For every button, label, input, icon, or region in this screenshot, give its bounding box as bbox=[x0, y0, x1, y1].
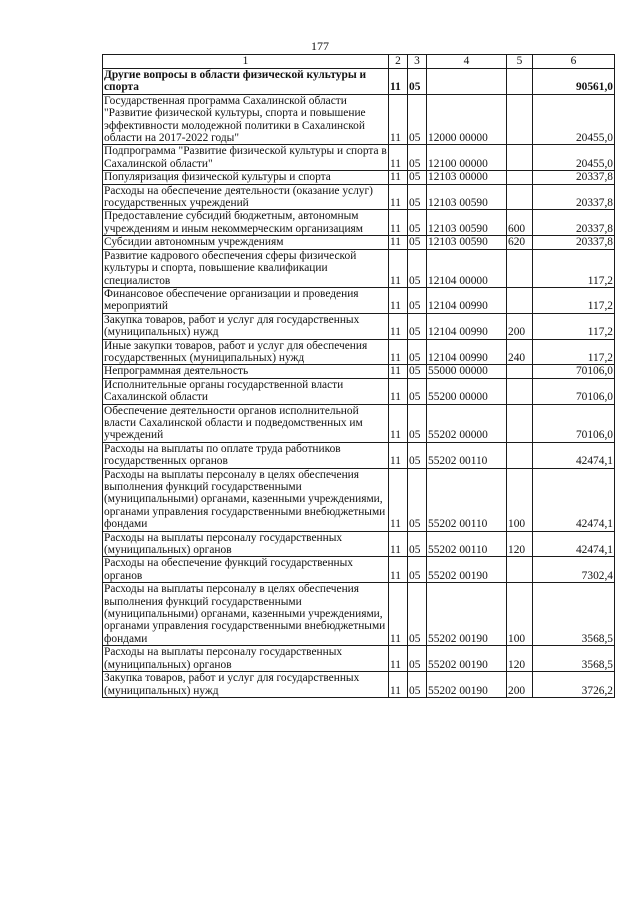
section-code-cell: 11 bbox=[389, 442, 408, 468]
target-article-cell: 55202 00190 bbox=[427, 672, 507, 698]
row-name-cell: Расходы на обеспечение деятельности (оказание услуг) государственных учреждений bbox=[103, 184, 389, 210]
target-article-cell: 12000 00000 bbox=[427, 94, 507, 145]
target-article-cell: 12104 00990 bbox=[427, 287, 507, 313]
expense-type-cell bbox=[507, 557, 533, 583]
row-name-cell: Популяризация физической культуры и спорта bbox=[103, 171, 389, 184]
row-name-cell: Закупка товаров, работ и услуг для государственных (муниципальных) нужд bbox=[103, 313, 389, 339]
table-row bbox=[103, 210, 615, 236]
expense-type-cell bbox=[507, 442, 533, 468]
row-name-cell: Расходы на обеспечение функций государственных органов bbox=[103, 557, 389, 583]
expense-type-cell bbox=[507, 404, 533, 442]
target-article-cell: 55202 00190 bbox=[427, 557, 507, 583]
subsection-code-cell: 05 bbox=[408, 69, 427, 95]
subsection-code-cell: 05 bbox=[408, 236, 427, 249]
column-header: 3 bbox=[408, 55, 427, 69]
column-header: 4 bbox=[427, 55, 507, 69]
amount-cell: 20337,8 bbox=[533, 210, 615, 236]
table-row bbox=[103, 287, 615, 313]
row-name-cell: Развитие кадрового обеспечения сферы физической культуры и спорта, повышение квалификации специалистов bbox=[103, 249, 389, 287]
subsection-code-cell: 05 bbox=[408, 313, 427, 339]
section-code-cell: 11 bbox=[389, 404, 408, 442]
section-code-cell: 11 bbox=[389, 69, 408, 95]
row-name-cell: Расходы на выплаты персоналу в целях обеспечения выполнения функций государственными (муниципальными) органами, казенными учреждениями, органами управления государственными внебюджетными фондами bbox=[103, 468, 389, 531]
section-code-cell: 11 bbox=[389, 236, 408, 249]
section-code-cell: 11 bbox=[389, 646, 408, 672]
row-name-cell: Закупка товаров, работ и услуг для государственных (муниципальных) нужд bbox=[103, 672, 389, 698]
subsection-code-cell: 05 bbox=[408, 365, 427, 378]
section-code-cell: 11 bbox=[389, 210, 408, 236]
subsection-code-cell: 05 bbox=[408, 404, 427, 442]
subsection-code-cell: 05 bbox=[408, 210, 427, 236]
table-row bbox=[103, 583, 615, 646]
expense-type-cell: 120 bbox=[507, 531, 533, 557]
amount-cell: 42474,1 bbox=[533, 442, 615, 468]
section-code-cell: 11 bbox=[389, 531, 408, 557]
expense-type-cell bbox=[507, 378, 533, 404]
subsection-code-cell: 05 bbox=[408, 171, 427, 184]
amount-cell: 70106,0 bbox=[533, 365, 615, 378]
amount-cell: 20455,0 bbox=[533, 145, 615, 171]
table-row bbox=[103, 249, 615, 287]
expense-type-cell: 100 bbox=[507, 583, 533, 646]
page-number: 177 bbox=[311, 39, 329, 53]
amount-cell: 117,2 bbox=[533, 313, 615, 339]
target-article-cell: 12104 00000 bbox=[427, 249, 507, 287]
section-code-cell: 11 bbox=[389, 583, 408, 646]
row-name-cell: Исполнительные органы государственной власти Сахалинской области bbox=[103, 378, 389, 404]
target-article-cell: 12100 00000 bbox=[427, 145, 507, 171]
expense-type-cell: 100 bbox=[507, 468, 533, 531]
amount-cell: 20337,8 bbox=[533, 184, 615, 210]
target-article-cell: 12103 00590 bbox=[427, 210, 507, 236]
row-name-cell: Расходы на выплаты персоналу в целях обеспечения выполнения функций государственными (муниципальными) органами, казенными учреждениями, органами управления государственными внебюджетными фондами bbox=[103, 583, 389, 646]
row-name-cell: Другие вопросы в области физической культуры и спорта bbox=[103, 69, 389, 95]
subsection-code-cell: 05 bbox=[408, 468, 427, 531]
target-article-cell: 55200 00000 bbox=[427, 378, 507, 404]
expense-type-cell bbox=[507, 171, 533, 184]
table-row bbox=[103, 404, 615, 442]
expense-type-cell: 620 bbox=[507, 236, 533, 249]
target-article-cell: 12103 00590 bbox=[427, 236, 507, 249]
amount-cell: 42474,1 bbox=[533, 468, 615, 531]
expense-type-cell: 200 bbox=[507, 313, 533, 339]
amount-cell: 117,2 bbox=[533, 339, 615, 365]
subsection-code-cell: 05 bbox=[408, 249, 427, 287]
expense-type-cell bbox=[507, 365, 533, 378]
amount-cell: 117,2 bbox=[533, 287, 615, 313]
target-article-cell: 55202 00110 bbox=[427, 468, 507, 531]
row-name-cell: Расходы на выплаты персоналу государственных (муниципальных) органов bbox=[103, 646, 389, 672]
subsection-code-cell: 05 bbox=[408, 145, 427, 171]
table-row bbox=[103, 184, 615, 210]
target-article-cell: 55202 00110 bbox=[427, 442, 507, 468]
subsection-code-cell: 05 bbox=[408, 442, 427, 468]
target-article-cell: 12104 00990 bbox=[427, 313, 507, 339]
table-row bbox=[103, 171, 615, 184]
column-header: 2 bbox=[389, 55, 408, 69]
table-row bbox=[103, 339, 615, 365]
target-article-cell: 12103 00590 bbox=[427, 184, 507, 210]
subsection-code-cell: 05 bbox=[408, 94, 427, 145]
target-article-cell: 55202 00190 bbox=[427, 646, 507, 672]
table-row bbox=[103, 672, 615, 698]
section-code-cell: 11 bbox=[389, 287, 408, 313]
subsection-code-cell: 05 bbox=[408, 583, 427, 646]
subsection-code-cell: 05 bbox=[408, 184, 427, 210]
amount-cell: 3726,2 bbox=[533, 672, 615, 698]
expense-type-cell bbox=[507, 94, 533, 145]
table-row bbox=[103, 531, 615, 557]
target-article-cell: 55000 00000 bbox=[427, 365, 507, 378]
section-code-cell: 11 bbox=[389, 94, 408, 145]
section-code-cell: 11 bbox=[389, 249, 408, 287]
section-code-cell: 11 bbox=[389, 672, 408, 698]
section-code-cell: 11 bbox=[389, 171, 408, 184]
table-row bbox=[103, 557, 615, 583]
subsection-code-cell: 05 bbox=[408, 557, 427, 583]
subsection-code-cell: 05 bbox=[408, 531, 427, 557]
amount-cell: 70106,0 bbox=[533, 404, 615, 442]
amount-cell: 20455,0 bbox=[533, 94, 615, 145]
expense-type-cell bbox=[507, 145, 533, 171]
amount-cell: 7302,4 bbox=[533, 557, 615, 583]
amount-cell: 20337,8 bbox=[533, 171, 615, 184]
table-row bbox=[103, 378, 615, 404]
column-header: 5 bbox=[507, 55, 533, 69]
subsection-code-cell: 05 bbox=[408, 378, 427, 404]
subsection-code-cell: 05 bbox=[408, 646, 427, 672]
subsection-code-cell: 05 bbox=[408, 287, 427, 313]
column-header: 1 bbox=[103, 55, 389, 69]
section-code-cell: 11 bbox=[389, 365, 408, 378]
amount-cell: 20337,8 bbox=[533, 236, 615, 249]
table-row bbox=[103, 646, 615, 672]
table-row bbox=[103, 94, 615, 145]
section-code-cell: 11 bbox=[389, 557, 408, 583]
expense-type-cell: 240 bbox=[507, 339, 533, 365]
amount-cell: 90561,0 bbox=[533, 69, 615, 95]
row-name-cell: Обеспечение деятельности органов исполнительной власти Сахалинской области и подведомственных им учреждений bbox=[103, 404, 389, 442]
row-name-cell: Государственная программа Сахалинской области "Развитие физической культуры, спорта и повышение эффективности молодежной политики в Сахалинской области на 2017-2022 годы" bbox=[103, 94, 389, 145]
row-name-cell: Непрограммная деятельность bbox=[103, 365, 389, 378]
expense-type-cell: 120 bbox=[507, 646, 533, 672]
row-name-cell: Предоставление субсидий бюджетным, автономным учреждениям и иным некоммерческим организациям bbox=[103, 210, 389, 236]
row-name-cell: Расходы на выплаты персоналу государственных (муниципальных) органов bbox=[103, 531, 389, 557]
row-name-cell: Иные закупки товаров, работ и услуг для обеспечения государственных (муниципальных) нужд bbox=[103, 339, 389, 365]
row-name-cell: Субсидии автономным учреждениям bbox=[103, 236, 389, 249]
table-row bbox=[103, 442, 615, 468]
row-name-cell: Расходы на выплаты по оплате труда работников государственных органов bbox=[103, 442, 389, 468]
amount-cell: 117,2 bbox=[533, 249, 615, 287]
section-code-cell: 11 bbox=[389, 313, 408, 339]
target-article-cell: 12104 00990 bbox=[427, 339, 507, 365]
target-article-cell: 55202 00110 bbox=[427, 531, 507, 557]
amount-cell: 3568,5 bbox=[533, 583, 615, 646]
section-code-cell: 11 bbox=[389, 468, 408, 531]
section-code-cell: 11 bbox=[389, 378, 408, 404]
table-row bbox=[103, 313, 615, 339]
table-row bbox=[103, 468, 615, 531]
section-code-cell: 11 bbox=[389, 145, 408, 171]
section-code-cell: 11 bbox=[389, 184, 408, 210]
target-article-cell: 55202 00190 bbox=[427, 583, 507, 646]
amount-cell: 70106,0 bbox=[533, 378, 615, 404]
subsection-code-cell: 05 bbox=[408, 339, 427, 365]
target-article-cell: 55202 00000 bbox=[427, 404, 507, 442]
expense-type-cell bbox=[507, 69, 533, 95]
subsection-code-cell: 05 bbox=[408, 672, 427, 698]
row-name-cell: Подпрограмма "Развитие физической культуры и спорта в Сахалинской области" bbox=[104, 145, 387, 170]
expense-type-cell: 600 bbox=[507, 210, 533, 236]
target-article-cell bbox=[427, 69, 507, 95]
expense-type-cell: 200 bbox=[507, 672, 533, 698]
table-row bbox=[103, 145, 615, 171]
target-article-cell: 12103 00000 bbox=[427, 171, 507, 184]
budget-table bbox=[102, 54, 615, 698]
amount-cell: 42474,1 bbox=[533, 531, 615, 557]
table-row bbox=[103, 69, 615, 95]
table-row bbox=[103, 236, 615, 249]
row-name-cell: Финансовое обеспечение организации и проведения мероприятий bbox=[103, 287, 389, 313]
amount-cell: 3568,5 bbox=[533, 646, 615, 672]
expense-type-cell bbox=[507, 249, 533, 287]
column-header: 6 bbox=[533, 55, 615, 69]
expense-type-cell bbox=[507, 287, 533, 313]
table-header-row bbox=[103, 55, 615, 69]
table-row bbox=[103, 365, 615, 378]
section-code-cell: 11 bbox=[389, 339, 408, 365]
expense-type-cell bbox=[507, 184, 533, 210]
